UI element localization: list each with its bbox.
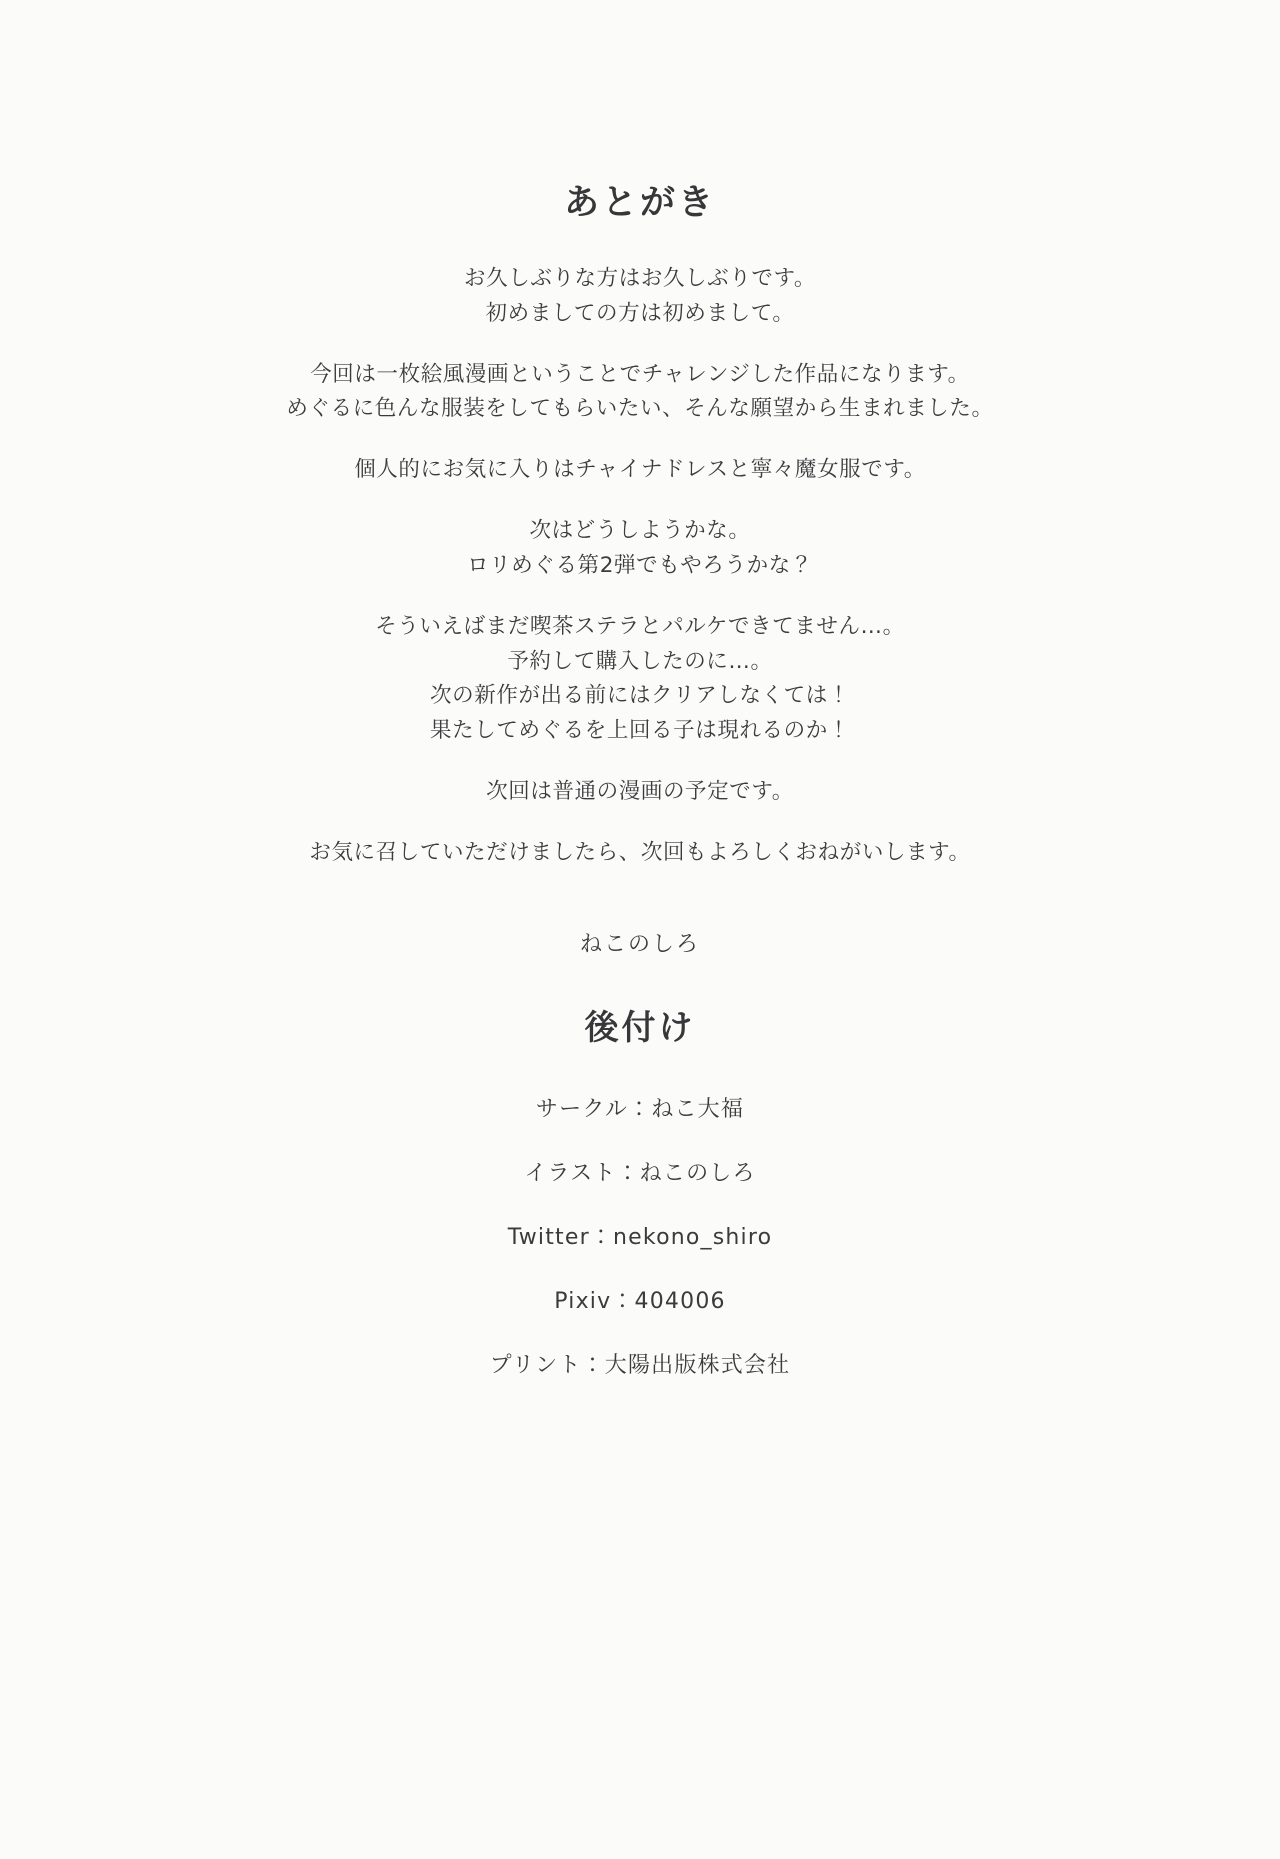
afterword-paragraph <box>0 262 1280 332</box>
afterword-paragraph <box>0 610 1280 749</box>
colophon-illustrator: イラスト：ねこのしろ <box>524 1161 756 1186</box>
author-signature: ねこのしろ <box>579 931 700 957</box>
colophon-pixiv: Pixiv：404006 <box>554 1289 726 1314</box>
afterword-line: 今回は一枚絵風漫画ということでチャレンジした作品になります。 <box>310 361 970 387</box>
afterword-line: 予約して購入したのに…。 <box>507 648 773 674</box>
afterword-line: ロリめぐる第2弾でもやろうかな？ <box>467 552 813 578</box>
afterword-line: お気に召していただけましたら、次回もよろしくおねがいします。 <box>309 839 971 865</box>
colophon-printer: プリント：大陽出版株式会社 <box>489 1353 791 1378</box>
afterword-line: 次はどうしようかな。 <box>529 518 751 544</box>
afterword-line: 次回は普通の漫画の予定です。 <box>486 779 794 805</box>
afterword-title: あとがき <box>563 183 716 223</box>
afterword-body <box>0 262 1280 958</box>
afterword-line: 果たしてめぐるを上回る子は現れるのか！ <box>430 718 850 744</box>
afterword-line: 初めましての方は初めまして。 <box>485 300 795 326</box>
colophon-list <box>0 1093 1280 1382</box>
afterword-line: 個人的にお気に入りはチャイナドレスと寧々魔女服です。 <box>354 457 926 483</box>
colophon-title: 後付け <box>584 1008 696 1048</box>
afterword-paragraph <box>0 453 1280 488</box>
colophon-twitter: Twitter：nekono_shiro <box>507 1225 773 1250</box>
afterword-line: めぐるに色んな服装をしてもらいたい、そんな願望から生まれました。 <box>286 396 994 422</box>
afterword-paragraph <box>0 358 1280 428</box>
afterword-section <box>0 182 1280 958</box>
afterword-paragraph <box>0 775 1280 810</box>
afterword-line: そういえばまだ喫茶ステラとパルケできてません…。 <box>375 613 905 639</box>
afterword-line: 次の新作が出る前にはクリアしなくては！ <box>430 683 850 709</box>
colophon-circle: サークル：ねこ大福 <box>535 1097 745 1122</box>
afterword-paragraph <box>0 514 1280 584</box>
colophon-section <box>0 1000 1280 1382</box>
afterword-paragraph <box>0 836 1280 871</box>
afterword-line: お久しぶりな方はお久しぶりです。 <box>464 266 816 291</box>
